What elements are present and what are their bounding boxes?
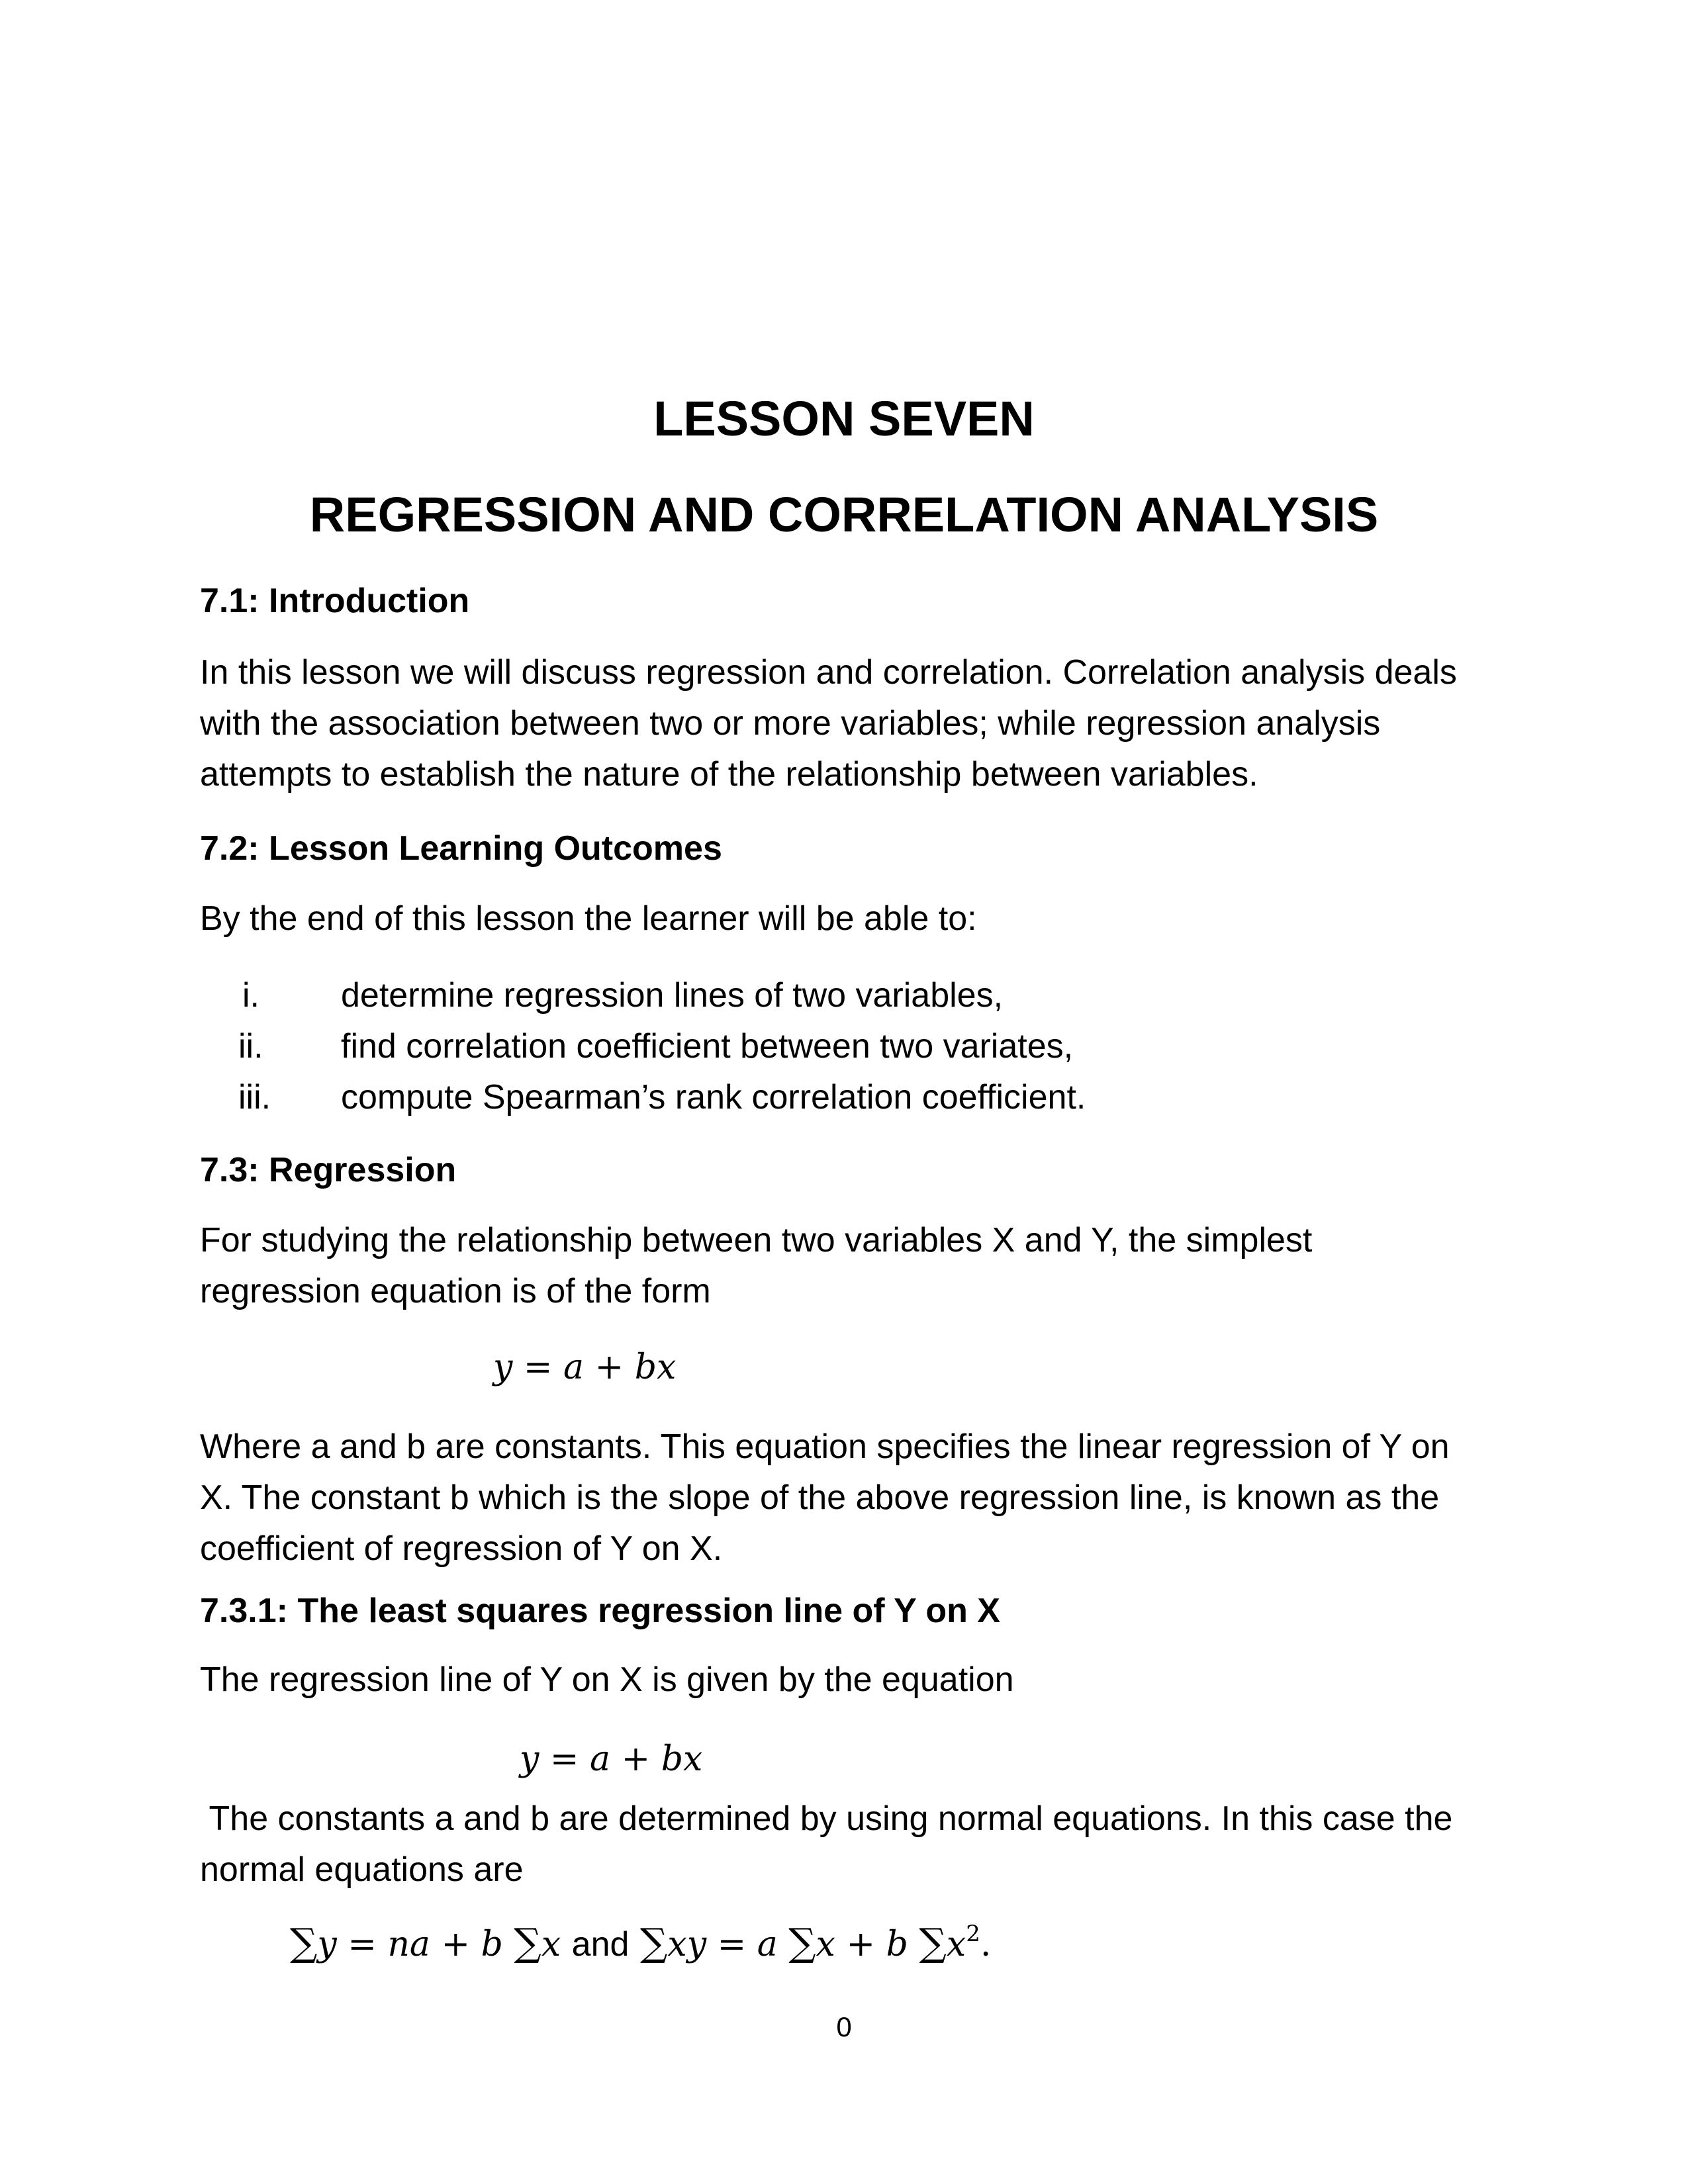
outcome-item-number: iii. <box>238 1078 271 1116</box>
outcomes-lead-text: By the end of this lesson the learner will be able to: <box>200 899 977 938</box>
least-squares-lead-text: The regression line of Y on X is given by the equation <box>200 1661 1014 1699</box>
lesson-main-title: REGRESSION AND CORRELATION ANALYSIS <box>309 487 1379 542</box>
outcome-item-text: compute Spearman’s rank correlation coefficient. <box>341 1078 1086 1116</box>
paragraph-line: In this lesson we will discuss regression and correlation. Correlation analysis deals <box>200 653 1457 692</box>
paragraph-line: The constants a and b are determined by using normal equations. In this case the <box>200 1799 1453 1838</box>
paragraph-line: with the association between two or more variables; while regression analysis <box>200 704 1381 743</box>
section-heading-introduction: 7.1: Introduction <box>200 582 470 620</box>
outcome-item-number: i. <box>242 976 259 1015</box>
lesson-number-title: LESSON SEVEN <box>653 391 1035 446</box>
paragraph-line: attempts to establish the nature of the relationship between variables. <box>200 755 1258 794</box>
regression-explanation-paragraph <box>200 1422 1511 1574</box>
outcome-item-text: find correlation coefficient between two variates, <box>341 1027 1074 1066</box>
outcome-item-number: ii. <box>238 1027 263 1066</box>
paragraph-line: normal equations are <box>200 1850 524 1889</box>
paragraph-line: X. The constant b which is the slope of the above regression line, is known as the <box>200 1479 1440 1517</box>
subsection-heading-least-squares: 7.3.1: The least squares regression line of Y on X <box>200 1592 1000 1630</box>
normal-equations-paragraph <box>200 1794 1511 1895</box>
paragraph-line: coefficient of regression of Y on X. <box>200 1529 723 1568</box>
normal-equations: ∑y = na + b ∑x and ∑xy = a ∑x + b $\sum x^2$. <box>290 1920 992 1965</box>
page-number: 0 <box>836 2011 852 2042</box>
regression-equation: y = a + bx <box>493 1347 677 1387</box>
paragraph-line: regression equation is of the form <box>200 1272 711 1310</box>
paragraph-line: Where a and b are constants. This equation specifies the linear regression of Y on <box>200 1428 1450 1466</box>
least-squares-equation: y = a + bx <box>520 1739 703 1779</box>
paragraph-line: For studying the relationship between two variables X and Y, the simplest <box>200 1221 1313 1259</box>
outcome-item-text: determine regression lines of two variables, <box>341 976 1004 1015</box>
regression-paragraph <box>200 1215 1511 1317</box>
section-heading-regression: 7.3: Regression <box>200 1151 457 1189</box>
section-heading-outcomes: 7.2: Lesson Learning Outcomes <box>200 829 722 868</box>
introduction-paragraph <box>200 647 1511 800</box>
